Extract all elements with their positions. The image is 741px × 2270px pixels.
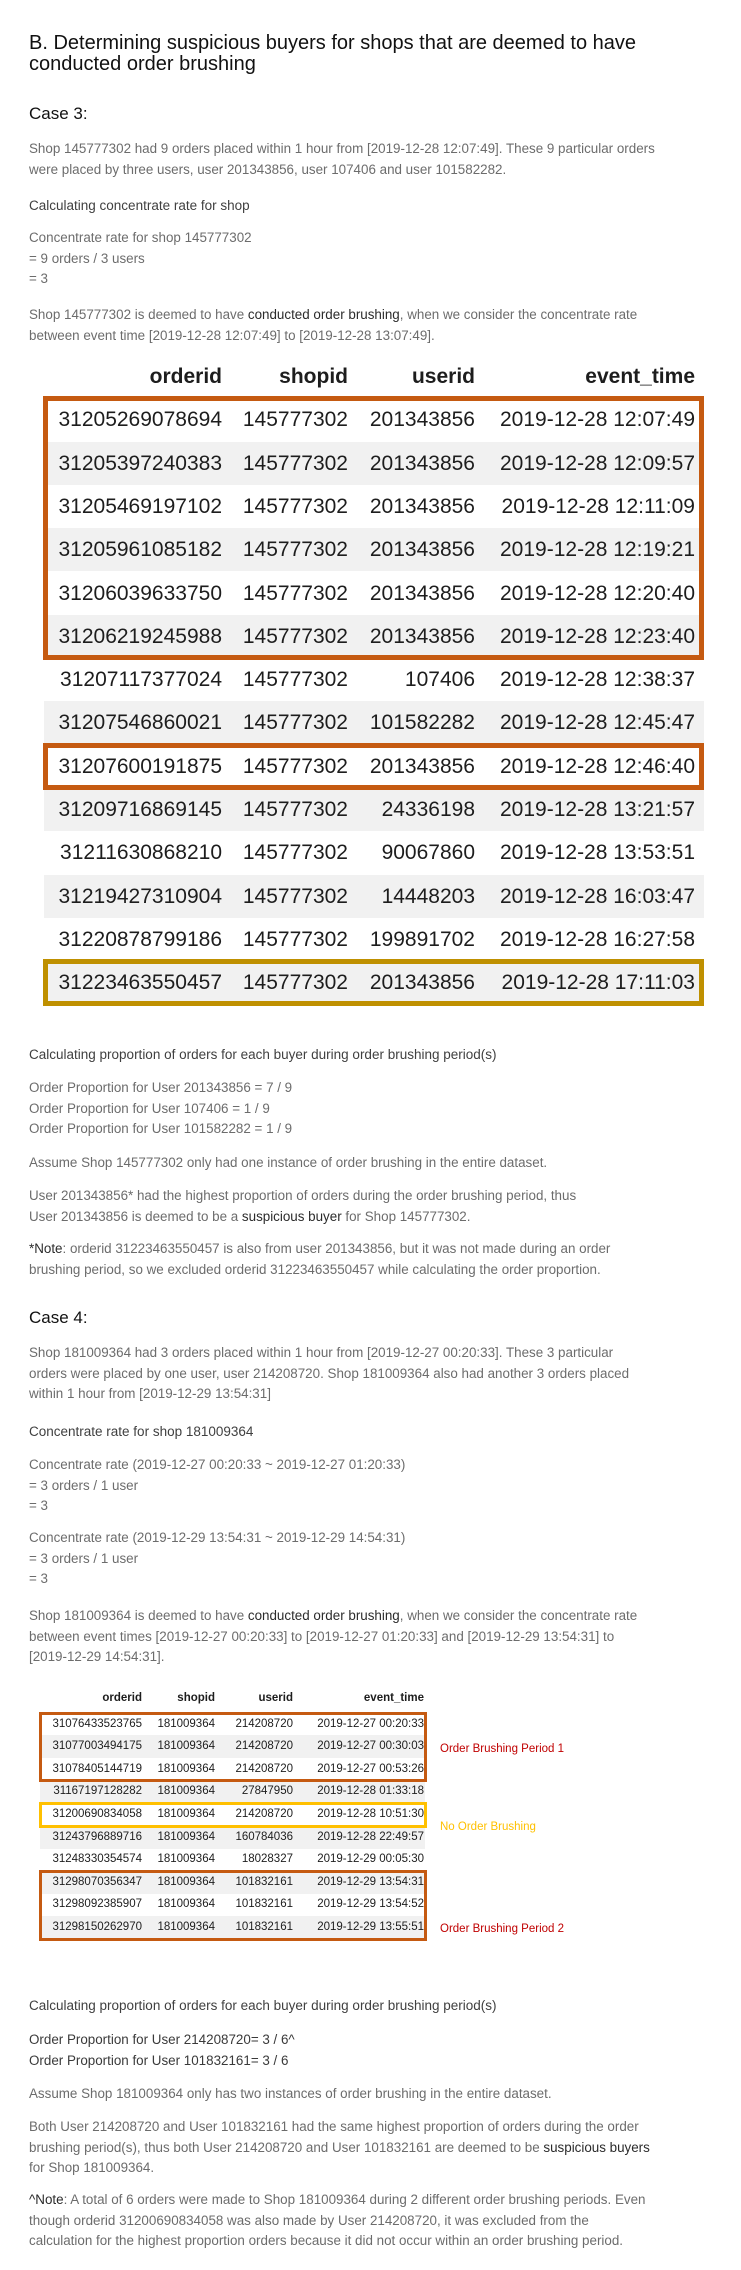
cell-shopid: 145777302 bbox=[242, 624, 348, 648]
case4-proportion-line2: Order Proportion for User 101832161= 3 / 6 bbox=[29, 2052, 289, 2068]
case3-suspicious-line2: User 201343856 is deemed to be a suspicious buyer for Shop 145777302. bbox=[29, 1208, 471, 1224]
cell-shopid: 145777302 bbox=[242, 754, 348, 778]
table-row bbox=[40, 1780, 425, 1803]
case4-calc2-line1: Concentrate rate (2019-12-29 13:54:31 ~ 2019-12-29 14:54:31) bbox=[29, 1530, 406, 1545]
cell-userid: 214208720 bbox=[235, 1717, 293, 1730]
cell-orderid: 31223463550457 bbox=[58, 971, 222, 995]
case4-calc2 bbox=[29, 1528, 729, 1590]
case3-deemed-line2: between event time [2019-12-28 12:07:49] to [2019-12-28 13:07:49]. bbox=[29, 327, 435, 343]
case3-proportion-line3: Order Proportion for User 101582282 = 1 / 9 bbox=[29, 1121, 293, 1136]
cell-orderid: 31205269078694 bbox=[58, 408, 222, 432]
table-row bbox=[40, 1848, 425, 1871]
cell-userid: 27847950 bbox=[241, 1785, 293, 1798]
cell-orderid: 31167197128282 bbox=[53, 1785, 142, 1798]
case3-suspicious bbox=[29, 1186, 729, 1227]
cell-orderid: 31207600191875 bbox=[58, 754, 222, 778]
cell-orderid: 31078405144719 bbox=[52, 1762, 142, 1775]
cell-shopid: 145777302 bbox=[242, 711, 348, 735]
case3-intro-line2: were placed by three users, user 201343856, user 107406 and user 101582282. bbox=[29, 161, 507, 177]
cell-orderid: 31243796889716 bbox=[52, 1830, 142, 1843]
cell-userid: 214208720 bbox=[235, 1762, 293, 1775]
highlight-frame-brushing-rows bbox=[43, 396, 704, 660]
cell-orderid: 31077003494175 bbox=[52, 1740, 142, 1753]
cell-orderid: 31206039633750 bbox=[58, 581, 222, 605]
cell-shopid: 181009364 bbox=[157, 1717, 215, 1730]
cell-event-time: 2019-12-28 12:23:40 bbox=[500, 624, 695, 648]
case4-note bbox=[29, 2190, 729, 2252]
cell-orderid: 31209716869145 bbox=[58, 798, 222, 821]
cell-shopid: 145777302 bbox=[242, 408, 348, 432]
cell-orderid: 31211630868210 bbox=[60, 841, 222, 865]
case3-intro-line1: Shop 145777302 had 9 orders placed within 1 hour from [2019-12-28 12:07:49]. These 9 particular orders bbox=[29, 141, 655, 156]
case3-title: Case 3: bbox=[29, 104, 88, 123]
case4-note-line2: though orderid 31200690834058 was also made by User 214208720, it was excluded from the bbox=[29, 2212, 589, 2228]
cell-shopid: shopid bbox=[279, 365, 348, 388]
cell-shopid: 145777302 bbox=[242, 581, 348, 605]
cell-orderid: 31206219245988 bbox=[58, 624, 222, 648]
cell-event-time: 2019-12-29 13:55:51 bbox=[317, 1921, 424, 1933]
case4-calc-title: Concentrate rate for shop 181009364 bbox=[29, 1424, 254, 1439]
cell-shopid: 181009364 bbox=[157, 1740, 215, 1753]
table-row bbox=[44, 788, 704, 831]
case4-calc2-line3: = 3 bbox=[29, 1571, 48, 1586]
case3-calc-title: Calculating concentrate rate for shop bbox=[29, 198, 250, 213]
case3-note bbox=[29, 1239, 729, 1280]
cell-userid: 90067860 bbox=[381, 841, 475, 865]
highlight-frame-excluded-row bbox=[43, 959, 704, 1006]
case4-proportion bbox=[29, 2030, 295, 2071]
cell-event-time: 2019-12-28 12:19:21 bbox=[500, 538, 695, 562]
cell-shopid: 181009364 bbox=[157, 1785, 215, 1798]
cell-event-time: 2019-12-29 13:54:52 bbox=[317, 1898, 424, 1911]
cell-userid: 101832161 bbox=[235, 1875, 293, 1888]
cell-event-time: 2019-12-28 12:38:37 bbox=[500, 668, 695, 692]
case4-calc1 bbox=[29, 1455, 729, 1517]
cell-userid: 101832161 bbox=[235, 1898, 293, 1911]
label-order-brushing-period-2: Order Brushing Period 2 bbox=[440, 1923, 565, 1935]
cell-event-time: 2019-12-28 10:51:30 bbox=[317, 1808, 424, 1820]
cell-userid: userid bbox=[411, 365, 475, 388]
cell-shopid: 181009364 bbox=[157, 1853, 215, 1866]
cell-event-time: 2019-12-28 12:11:09 bbox=[501, 494, 695, 518]
cell-event-time: 2019-12-27 00:30:03 bbox=[317, 1740, 424, 1753]
cell-shopid: 145777302 bbox=[242, 538, 348, 562]
case4-calc2-line2: = 3 orders / 1 user bbox=[29, 1550, 139, 1566]
cell-event-time: 2019-12-28 22:49:57 bbox=[317, 1830, 424, 1843]
table-header bbox=[44, 355, 704, 398]
cell-orderid: 31076433523765 bbox=[52, 1717, 142, 1730]
cell-shopid: 145777302 bbox=[242, 798, 348, 821]
emphasis-suspicious-buyer: suspicious buyer bbox=[241, 1208, 342, 1224]
label-order-brushing-period-1: Order Brushing Period 1 bbox=[440, 1743, 565, 1755]
emphasis-conducted-order-brushing-2: conducted order brushing bbox=[247, 1608, 400, 1623]
case3-calc bbox=[29, 228, 729, 290]
cell-userid: 201343856 bbox=[369, 494, 475, 518]
case3-calc-line2: = 9 orders / 3 users bbox=[29, 250, 145, 266]
cell-shopid: 181009364 bbox=[157, 1921, 215, 1933]
cell-userid: 201343856 bbox=[369, 971, 475, 995]
cell-shopid: 181009364 bbox=[157, 1762, 215, 1775]
case4-note-line1: ^Note: A total of 6 orders were made to Shop 181009364 during 2 different order brushing periods. Even bbox=[29, 2192, 646, 2207]
cell-event-time: 2019-12-28 12:20:40 bbox=[500, 581, 695, 605]
cell-orderid: 31200690834058 bbox=[52, 1808, 142, 1820]
case4-intro bbox=[29, 1343, 729, 1405]
section-heading: B. Determining suspicious buyers for shops that are deemed to have conducted order brushing bbox=[29, 32, 636, 75]
cell-event-time: 2019-12-28 12:46:40 bbox=[500, 754, 695, 778]
case3-assume: Assume Shop 145777302 only had one instance of order brushing in the entire dataset. bbox=[29, 1155, 548, 1170]
cell-event-time: 2019-12-28 01:33:18 bbox=[317, 1785, 424, 1798]
cell-shopid: 181009364 bbox=[157, 1898, 215, 1911]
case4-calc1-line1: Concentrate rate (2019-12-27 00:20:33 ~ 2019-12-27 01:20:33) bbox=[29, 1457, 406, 1472]
table-row bbox=[44, 701, 704, 744]
cell-shopid: 145777302 bbox=[242, 668, 348, 692]
cell-userid: 160784036 bbox=[235, 1830, 293, 1843]
case4-suspicious-line2: brushing period(s), thus both User 214208720 and User 101832161 are deemed to be suspicious buyers bbox=[29, 2139, 650, 2155]
cell-orderid: 31298092385907 bbox=[52, 1898, 142, 1911]
highlight-frame-period-1 bbox=[39, 1712, 427, 1783]
cell-orderid: 31207546860021 bbox=[58, 711, 222, 735]
cell-userid: 201343856 bbox=[369, 754, 475, 778]
highlight-frame-period-2 bbox=[39, 1870, 427, 1941]
cell-userid: 201343856 bbox=[369, 581, 475, 605]
case3-suspicious-line1: User 201343856* had the highest proportion of orders during the order brushing period, thus bbox=[29, 1188, 577, 1203]
table-row bbox=[44, 831, 704, 874]
case4-calc1-line2: = 3 orders / 1 user bbox=[29, 1477, 139, 1493]
cell-event-time: 2019-12-27 00:53:26 bbox=[317, 1762, 424, 1775]
case4-deemed-line3: [2019-12-29 14:54:31]. bbox=[29, 1649, 165, 1664]
table-row bbox=[44, 875, 704, 918]
cell-shopid: 145777302 bbox=[242, 841, 348, 865]
table-row bbox=[44, 918, 704, 961]
cell-userid: 201343856 bbox=[369, 408, 475, 432]
highlight-frame-brushing-row bbox=[43, 743, 704, 790]
cell-shopid: 145777302 bbox=[242, 884, 348, 908]
case4-suspicious bbox=[29, 2117, 729, 2179]
cell-userid: 214208720 bbox=[235, 1740, 293, 1753]
cell-shopid: 145777302 bbox=[242, 494, 348, 518]
cell-orderid: orderid bbox=[102, 1692, 142, 1704]
case3-proportion-title: Calculating proportion of orders for each buyer during order brushing period(s) bbox=[29, 1047, 497, 1062]
cell-orderid: 31205397240383 bbox=[58, 451, 222, 475]
case3-note-line2: brushing period, so we excluded orderid 31223463550457 while calculating the order proportion. bbox=[29, 1261, 601, 1277]
cell-shopid: shopid bbox=[177, 1692, 215, 1704]
cell-event-time: 2019-12-29 13:54:31 bbox=[317, 1875, 424, 1888]
cell-event-time: 2019-12-28 12:07:49 bbox=[500, 408, 695, 432]
cell-userid: 201343856 bbox=[369, 451, 475, 475]
cell-orderid: 31207117377024 bbox=[60, 668, 222, 692]
cell-orderid: 31220878799186 bbox=[58, 927, 222, 951]
case4-deemed bbox=[29, 1606, 729, 1668]
cell-userid: 201343856 bbox=[369, 624, 475, 648]
cell-userid: 101582282 bbox=[369, 711, 475, 735]
case4-deemed-line2: between event times [2019-12-27 00:20:33] to [2019-12-27 01:20:33] and [2019-12-29 13:54:31] to bbox=[29, 1628, 615, 1644]
cell-event-time: 2019-12-28 16:27:58 bbox=[500, 927, 695, 951]
cell-shopid: 145777302 bbox=[242, 971, 348, 995]
case4-calc1-line3: = 3 bbox=[29, 1498, 48, 1513]
cell-event-time: 2019-12-28 13:21:57 bbox=[500, 798, 695, 821]
cell-shopid: 145777302 bbox=[242, 927, 348, 951]
case3-proportion-line2: Order Proportion for User 107406 = 1 / 9 bbox=[29, 1100, 270, 1116]
cell-userid: userid bbox=[258, 1692, 293, 1704]
cell-orderid: 31205961085182 bbox=[58, 538, 222, 562]
case4-proportion-line1: Order Proportion for User 214208720= 3 / 6^ bbox=[29, 2032, 295, 2047]
table-row bbox=[44, 658, 704, 701]
cell-shopid: 181009364 bbox=[157, 1808, 215, 1820]
cell-event-time: 2019-12-28 12:09:57 bbox=[500, 451, 695, 475]
cell-orderid: 31219427310904 bbox=[58, 884, 222, 908]
cell-shopid: 145777302 bbox=[242, 451, 348, 475]
cell-userid: 24336198 bbox=[381, 798, 475, 821]
case4-proportion-title: Calculating proportion of orders for each buyer during order brushing period(s) bbox=[29, 1998, 497, 2013]
cell-orderid: 31298150262970 bbox=[52, 1921, 142, 1933]
cell-shopid: 181009364 bbox=[157, 1830, 215, 1843]
case4-assume: Assume Shop 181009364 only has two instances of order brushing in the entire dataset. bbox=[29, 2086, 552, 2101]
highlight-frame-no-brushing bbox=[39, 1802, 427, 1828]
cell-orderid: 31248330354574 bbox=[52, 1853, 142, 1866]
cell-event-time: event_time bbox=[585, 365, 695, 388]
cell-userid: 214208720 bbox=[235, 1808, 293, 1820]
cell-event-time: 2019-12-27 00:20:33 bbox=[317, 1717, 424, 1730]
cell-userid: 199891702 bbox=[369, 927, 475, 951]
table-header bbox=[40, 1687, 425, 1710]
table-row bbox=[40, 1826, 425, 1849]
cell-shopid: 181009364 bbox=[157, 1875, 215, 1888]
case3-calc-line3: = 3 bbox=[29, 271, 48, 286]
case3-deemed-line1: Shop 145777302 is deemed to have conducted order brushing, when we consider the concentrate rate bbox=[29, 307, 638, 322]
cell-orderid: orderid bbox=[149, 365, 222, 388]
cell-userid: 201343856 bbox=[369, 538, 475, 562]
cell-event-time: 2019-12-29 00:05:30 bbox=[317, 1853, 424, 1866]
case4-intro-line1: Shop 181009364 had 3 orders placed within 1 hour from [2019-12-27 00:20:33]. These 3 particular bbox=[29, 1345, 614, 1360]
emphasis-suspicious-buyers: suspicious buyers bbox=[543, 2139, 650, 2155]
cell-userid: 101832161 bbox=[235, 1921, 293, 1933]
case4-title: Case 4: bbox=[29, 1308, 88, 1327]
case3-deemed bbox=[29, 305, 729, 346]
case3-proportion bbox=[29, 1078, 729, 1140]
cell-event-time: 2019-12-28 13:53:51 bbox=[500, 841, 695, 865]
cell-userid: 18028327 bbox=[241, 1853, 293, 1866]
cell-userid: 14448203 bbox=[381, 884, 475, 908]
cell-event-time: 2019-12-28 12:45:47 bbox=[500, 711, 695, 735]
case4-intro-line3: within 1 hour from [2019-12-29 13:54:31] bbox=[29, 1386, 271, 1401]
label-no-order-brushing: No Order Brushing bbox=[440, 1821, 536, 1833]
cell-event-time: event_time bbox=[363, 1692, 424, 1704]
case4-intro-line2: orders were placed by one user, user 214208720. Shop 181009364 also had another 3 orders placed bbox=[29, 1365, 630, 1381]
cell-event-time: 2019-12-28 17:11:03 bbox=[501, 971, 695, 995]
case3-note-line1: *Note: orderid 31223463550457 is also from user 201343856, but it was not made during an order bbox=[29, 1241, 611, 1256]
cell-userid: 107406 bbox=[404, 668, 475, 692]
case4-note-line3: calculation for the highest proportion orders because it did not occur within an order brushing period. bbox=[29, 2233, 624, 2248]
case3-intro bbox=[29, 139, 729, 180]
cell-event-time: 2019-12-28 16:03:47 bbox=[500, 884, 695, 908]
case4-deemed-line1: Shop 181009364 is deemed to have conducted order brushing, when we consider the concentrate rate bbox=[29, 1608, 638, 1623]
cell-orderid: 31205469197102 bbox=[58, 494, 222, 518]
cell-orderid: 31298070356347 bbox=[52, 1875, 142, 1888]
case4-suspicious-line3: for Shop 181009364. bbox=[29, 2160, 155, 2175]
case3-calc-line1: Concentrate rate for shop 145777302 bbox=[29, 230, 252, 245]
case4-suspicious-line1: Both User 214208720 and User 101832161 had the same highest proportion of orders during the order bbox=[29, 2119, 639, 2134]
case3-proportion-line1: Order Proportion for User 201343856 = 7 / 9 bbox=[29, 1080, 293, 1095]
emphasis-conducted-order-brushing: conducted order brushing bbox=[247, 307, 400, 322]
